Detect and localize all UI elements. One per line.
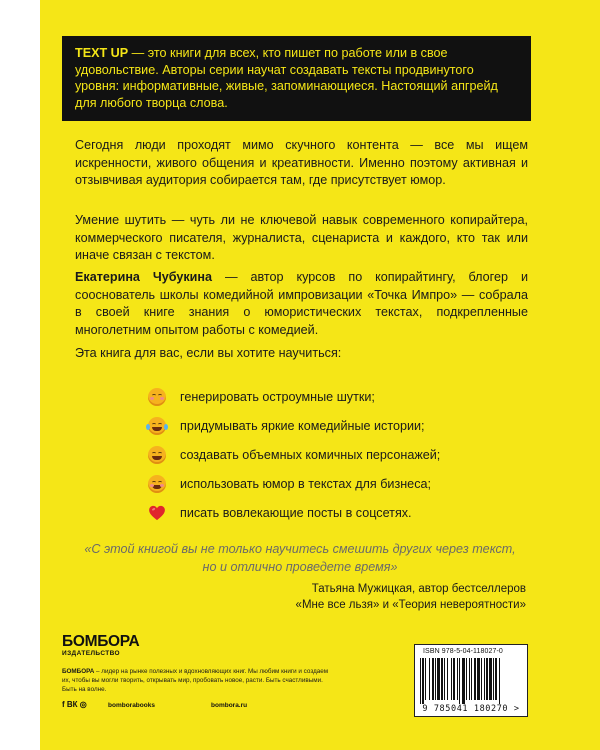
publisher-logo: [62, 633, 152, 658]
attribution-line: «Мне все льзя» и «Теория невероятности»: [295, 598, 526, 611]
quote-line: «С этой книгой вы не только научитесь смешить других через текст,: [84, 542, 516, 556]
series-brand: TEXT UP: [75, 46, 129, 60]
social-handle: bomborabooks: [108, 702, 155, 709]
paragraph-author-bio: [75, 269, 528, 339]
paragraph-joking-skill: Умение шутить — чуть ли не ключевой навык современного копирайтера, коммерческого писателя, журналиста, сценариста и каждого, кто так или иначе связан с текстом.: [75, 213, 528, 262]
series-intro-text: — это книги для всех, кто пишет по работе или в свое удовольствие. Авторы серии научат создавать тексты продвинутого уровня: информативные, живые, запоминающиеся. Настоящий апгрейд для любого творца слова.: [75, 46, 498, 110]
list-item: [152, 385, 552, 409]
list-item: [152, 414, 552, 438]
attribution-line: Татьяна Мужицкая, автор бестселлеров: [311, 583, 526, 595]
series-intro-box: [62, 36, 531, 121]
grinning-face-icon: [148, 446, 166, 464]
quote-line: но и отлично проведете время»: [202, 560, 398, 574]
list-item-text: придумывать яркие комедийные истории;: [180, 419, 425, 433]
list-item-text: создавать объемных комичных персонажей;: [180, 448, 441, 462]
red-heart-icon: [148, 504, 166, 522]
list-item: [152, 443, 552, 467]
barcode-box: [414, 644, 528, 717]
tears-of-joy-face-icon: [148, 417, 166, 435]
paragraph-list-intro: Эта книга для вас, если вы хотите научиться:: [75, 346, 342, 360]
author-bio-text: — автор курсов по копирайтингу, блогер и сооснователь школы комедийной импровизации «Точка Импро» — собрала в своей книге знания о юмористических текстах, подкрепленные многолетним опытом работы с комедией.: [75, 270, 528, 337]
publisher-blurb-text: – лидер на рынке полезных и вдохновляющих книг. Мы любим книги и создаем их, чтобы вы могли творить, открывать мир, пробовать новое, расти. Быть счастливыми. Быть на волне.: [62, 668, 329, 694]
publisher-blurb-name: БОМБОРА: [62, 668, 95, 675]
social-icons: f ВК ◎: [62, 700, 87, 709]
publisher-blurb: [62, 667, 338, 695]
beaming-face-icon: [148, 475, 166, 493]
list-item-text: использовать юмор в текстах для бизнеса;: [180, 477, 431, 491]
testimonial-quote: [75, 540, 525, 576]
publisher-socials: [62, 700, 352, 712]
barcode-bars: [420, 658, 522, 704]
publisher-logo-name: БОМБОРА: [62, 633, 140, 650]
publisher-logo-subtitle: ИЗДАТЕЛЬСТВО: [62, 650, 121, 657]
list-item-text: писать вовлекающие посты в соцсетях.: [180, 506, 412, 520]
quote-attribution: [240, 582, 526, 613]
smiling-face-icon: [148, 388, 166, 406]
list-item: [152, 472, 552, 496]
barcode-digits: 9 785041 180270 >: [422, 704, 520, 714]
publisher-website: bombora.ru: [211, 702, 248, 709]
paragraph-humor-trend: Сегодня люди проходят мимо скучного контента — все мы ищем искренности, живого общения и креативности. Именно поэтому активная и отзывчивая аудитория собирается там, где присутствует юмор.: [75, 138, 528, 187]
author-name: Екатерина Чубукина: [75, 270, 212, 284]
list-item-text: генерировать остроумные шутки;: [180, 390, 375, 404]
isbn-label: ISBN 978-5-04-118027-0: [423, 648, 503, 655]
list-item: [152, 501, 552, 525]
